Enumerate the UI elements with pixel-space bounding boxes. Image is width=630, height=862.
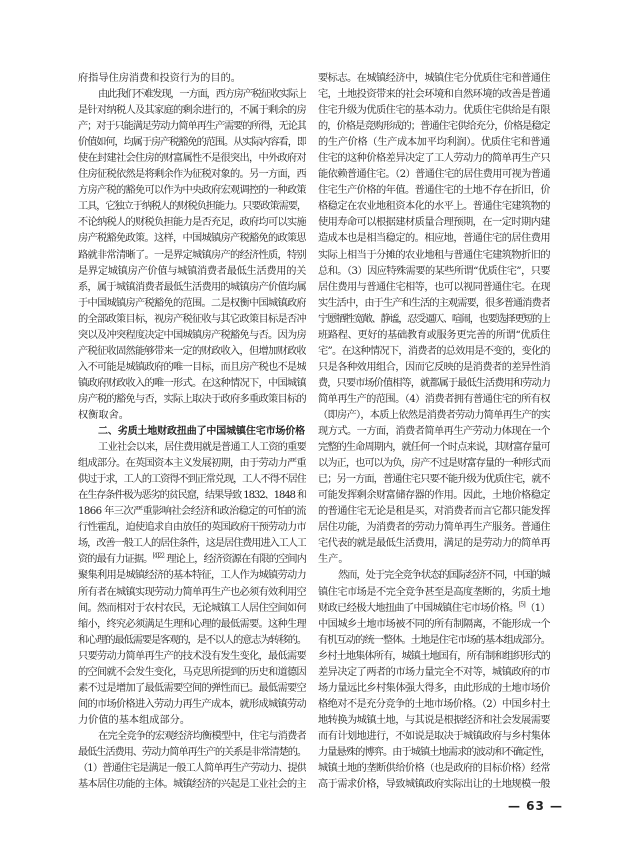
text-line: 以为正，也可以为负，房产不过是财富存量的一种形式而 — [318, 458, 550, 470]
text-line: 格稳定在农业地租资本化的水平上。普通住宅建筑物的 — [318, 201, 550, 213]
text-line: 1866 年三次严重影响社会经济和政治稳定的可怕的流 — [78, 506, 306, 518]
text-line: 住房征税依然是将剩余作为征税对象的。另一方面，西 — [78, 169, 306, 181]
text-line: 格绝对不是充分竞争的土地市场价格。（2）中国乡村土 — [318, 698, 550, 710]
text-line: 城镇土地的垄断供给价格（也是政府的目标价格）经常 — [318, 763, 550, 775]
text-line: 的生产价格（生产成本加平均利润）。优质住宅和普通 — [318, 137, 550, 149]
text-line: 间的市场价格进入劳动力再生产成本，就形成城镇劳动 — [78, 698, 306, 710]
text-line: 在完全竞争的宏观经济均衡模型中，住宅与消费者 — [98, 730, 306, 742]
text-line: 住宅生产价格的年值。普通住宅的土地不存在折旧，价 — [318, 185, 550, 197]
paragraph — [318, 71, 550, 568]
text-line: 生产。 — [318, 554, 349, 566]
text-line: 权衡取舍。 — [78, 409, 129, 421]
text-line: 房产税的豁免与否，实际上取决于政府多重政策目标的 — [78, 393, 306, 405]
text-line: 乡村土地集体所有，城镇土地国有，所有制和组织形式的 — [318, 650, 550, 662]
text-segment: 资的最有力证据。 — [78, 554, 153, 566]
text-line: 力量悬殊的博弈。由于城镇土地需求的波动和不确定性， — [318, 746, 550, 758]
text-line: 不论纳税人的财税负担能力是否充足，政府均可以实施 — [78, 217, 306, 229]
text-line: 二、劣质土地财政扭曲了中国城镇住宅市场价格 — [98, 426, 305, 438]
text-line: 而有计划地进行，不如说是取决于城镇政府与乡村集体 — [318, 730, 550, 742]
text-line: 行性霍乱，迫使追求自由放任的英国政府干预劳动力市 — [78, 522, 306, 534]
text-line: 方房产税的豁免可以作为中央政府宏观调控的一种政策 — [78, 185, 306, 197]
text-line: 工具，它独立于纳税人的财税负担能力。只要政策需要， — [78, 201, 306, 213]
text-line: 地转换为城镇土地，与其说是根据经济和社会发展需要 — [318, 714, 550, 726]
text-line: 只是各种效用组合，因而它反映的是消费者的差异性消 — [318, 361, 550, 373]
text-line: 间。然而相对于农村农民，无论城镇工人居住空间如何 — [78, 602, 306, 614]
text-line: 完整的生命周期内，就任何一个时点来说，其财富存量可 — [318, 442, 550, 454]
paragraph — [78, 729, 306, 793]
page-number: — 63 — — [508, 799, 564, 813]
text-line: 的空间就不会发生变化，马克思所提到的历史和道德因 — [78, 666, 306, 678]
text-line: 产税征收固然能够带来一定的财政收入，但增加财政收 — [78, 345, 306, 357]
text-line: 中国城乡土地市场被不同的所有制隔离，不能形成一个 — [318, 618, 550, 630]
text-line: 系，属于城镇消费者最低生活费用的城镇房产价值均属 — [78, 281, 306, 293]
text-line: 的，价格是竞购形成的；普通住宅供给充分，价格是稳定 — [318, 121, 550, 133]
text-line: 和心理的最低需要是客观的，是不以人的意志为转移的。 — [78, 634, 306, 646]
text-line: 路就非常清晰了。一是界定城镇房产的经济性质，特别 — [78, 249, 306, 261]
text-line: 缩小，终究必须满足生理和心理的最低需要。这种生理 — [78, 618, 306, 630]
text-line: 入不可能是城镇政府的唯一目标，而且房产税也不是城 — [78, 361, 306, 373]
text-line: 聚集利用是城镇经济的基本特征，工人作为城镇劳动力 — [78, 570, 306, 582]
citation-superscript: [4]22 — [152, 553, 165, 561]
text-line: 现方式。一方面，消费者简单再生产劳动力体现在一个 — [318, 426, 550, 438]
text-line: 镇政府财政收入的唯一形式。在这种情况下，中国城镇 — [78, 377, 306, 389]
text-segment: 理论上，经济资源在有限的空间内 — [164, 554, 306, 566]
paragraph — [78, 87, 306, 424]
text-line: 居住功能，为消费者的劳动力简单再生产服务。普通住 — [318, 522, 550, 534]
text-line: 高于需求价格，导致城镇政府实际出让的土地规模一般 — [318, 779, 550, 791]
text-line: 产；对于只能满足劳动力简单再生产需要的所得，无论其 — [78, 121, 306, 133]
text-line: 可能发挥剩余财富储存器的作用。因此，土地价格稳定 — [318, 490, 550, 502]
text-line: 的全部政策目标，视房产税征收与其它政策目标是否冲 — [78, 313, 306, 325]
text-line: 场力量远比乡村集体强大得多，由此形成的土地市场价 — [318, 682, 550, 694]
text-line: （1）普通住宅是满足一般工人简单再生产劳动力、提供 — [78, 763, 306, 775]
text-line: 在生存条件极为恶劣的贫民窟，结果导致 1832、1848 和 — [78, 490, 306, 502]
text-line: 力价值的基本组成部分。 — [78, 714, 191, 726]
text-segment: 财政已经极大地扭曲了中国城镇住宅市场价格。 — [318, 602, 519, 614]
text-line: 居住费用与普通住宅相等，也可以视同普通住宅。在现 — [318, 281, 550, 293]
text-line: 突以及冲突程度决定中国城镇房产税豁免与否。因为房 — [78, 329, 306, 341]
text-line: 于中国城镇房产税豁免的范围。二是权衡中国城镇政府 — [78, 297, 306, 309]
text-line: 是界定城镇房产价值与城镇消费者最低生活费用的关 — [78, 265, 306, 277]
text-line: 然而，处于完全竞争状态的国际经济不同，中国的城 — [338, 570, 550, 582]
text-line: 使在封建社会住房的财富属性不是很突出，中外政府对 — [78, 153, 306, 165]
text-line: 造成本也是相当稳定的。相应地，普通住宅的居住费用 — [318, 233, 550, 245]
text-line: 府指导住房消费和投资行为的目的。 — [78, 73, 241, 84]
text-line: 班路程、更好的基础教育或服务更完善的所谓“优质住 — [318, 329, 550, 341]
text-line: 住宅的这种价格差异决定了工人劳动力的简单再生产只 — [318, 153, 550, 165]
text-line: 场，改善一般工人的居住条件，这是居住费用进入工人工 — [78, 538, 306, 550]
paragraph — [318, 568, 550, 793]
citation-superscript: [5] — [518, 601, 526, 609]
text-line: 能依赖普通住宅。（2）普通住宅的居住费用可视为普通 — [318, 169, 550, 181]
text-line: 最低生活费用、劳动力简单再生产的关系是非常清楚的。 — [78, 746, 306, 758]
text-line: （即房产），本质上依然是消费者劳动力简单再生产的实 — [318, 409, 550, 421]
text-line: 宅代表的就是最低生活费用，满足的是劳动力的简单再 — [318, 538, 550, 550]
text-line: 素不过是增加了最低需要空间的弹性而已。最低需要空 — [78, 682, 306, 694]
text-line: 所有者在城镇实现劳动力简单再生产也必须有效利用空 — [78, 586, 306, 598]
text-line: 组成部分。在英国资本主义发展初期，由于劳动力严重 — [78, 458, 306, 470]
paragraph — [78, 440, 306, 729]
paragraph — [78, 71, 306, 87]
text-line: 要标志。在城镇经济中，城镇住宅分优质住宅和普通住 — [318, 73, 550, 84]
text-line: 实生活中，由于生产和生活的主观需要，很多普通消费者 — [318, 297, 550, 309]
text-line: 实际上相当于分摊的农业地租与普通住宅建筑物折旧的 — [318, 249, 550, 261]
text-line: 的普通住宅无论是租是买，对消费者而言它都只能发挥 — [318, 506, 550, 518]
text-line: 宁愿牺牲宽敞、静谧，忍受逼仄、喧闹，也要选择更短的上 — [318, 313, 550, 325]
text-line: 房产税豁免政策。这样，中国城镇房产税豁免的政策思 — [78, 233, 306, 245]
text-line: 基本居住功能的主体。城镇经济的兴起是工业社会的主 — [78, 779, 306, 791]
text-line — [78, 552, 306, 568]
text-line: 总和。（3）因应特殊需要的某些所谓“优质住宅”，只要 — [318, 265, 550, 277]
text-line: 是针对纳税人及其家庭的剩余进行的，不属于剩余的房 — [78, 105, 306, 117]
text-line: 价值如何，均属于房产税豁免的范围。从实际内容看，即 — [78, 137, 306, 149]
text-line: 由此我们不难发现，一方面，西方房产税征收实际上 — [98, 89, 306, 101]
text-line: 费，只要市场价值相等，就都属于最低生活费用和劳动力 — [318, 377, 550, 389]
text-line: 已；另一方面，普通住宅只要不能升级为优质住宅，就不 — [318, 474, 550, 486]
text-line: 住宅升级为优质住宅的基本动力。优质住宅供给是有限 — [318, 105, 550, 117]
text-line: 有机互动的统一整体。土地是住宅市场的基本组成部分。 — [318, 634, 550, 646]
section-heading — [78, 424, 306, 440]
text-line: 宅，土地投资带来的社会环境和自然环境的改善是普通 — [318, 89, 550, 101]
right-text-column — [318, 71, 550, 793]
text-line — [318, 601, 550, 617]
text-line: 只要劳动力简单再生产的技术没有发生变化，最低需要 — [78, 650, 306, 662]
left-text-column — [78, 71, 306, 793]
text-line: 宅”。在这种情况下，消费者的总效用是不变的，变化的 — [318, 345, 550, 357]
text-line: 供过于求，工人的工资得不到正常兑现，工人不得不居住 — [78, 474, 306, 486]
text-line: 使用寿命可以根据建材质量合理预期，在一定时期内建 — [318, 217, 550, 229]
text-segment: （1） — [525, 602, 550, 614]
text-line: 工业社会以来，居住费用就是普通工人工资的重要 — [98, 442, 306, 454]
text-line: 镇住宅市场是不完全竞争甚至是高度垄断的，劣质土地 — [318, 586, 550, 598]
text-line: 简单再生产的范围。（4）消费者拥有普通住宅的所有权 — [318, 393, 550, 405]
text-line: 差异决定了两者的市场力量完全不对等，城镇政府的市 — [318, 666, 550, 678]
